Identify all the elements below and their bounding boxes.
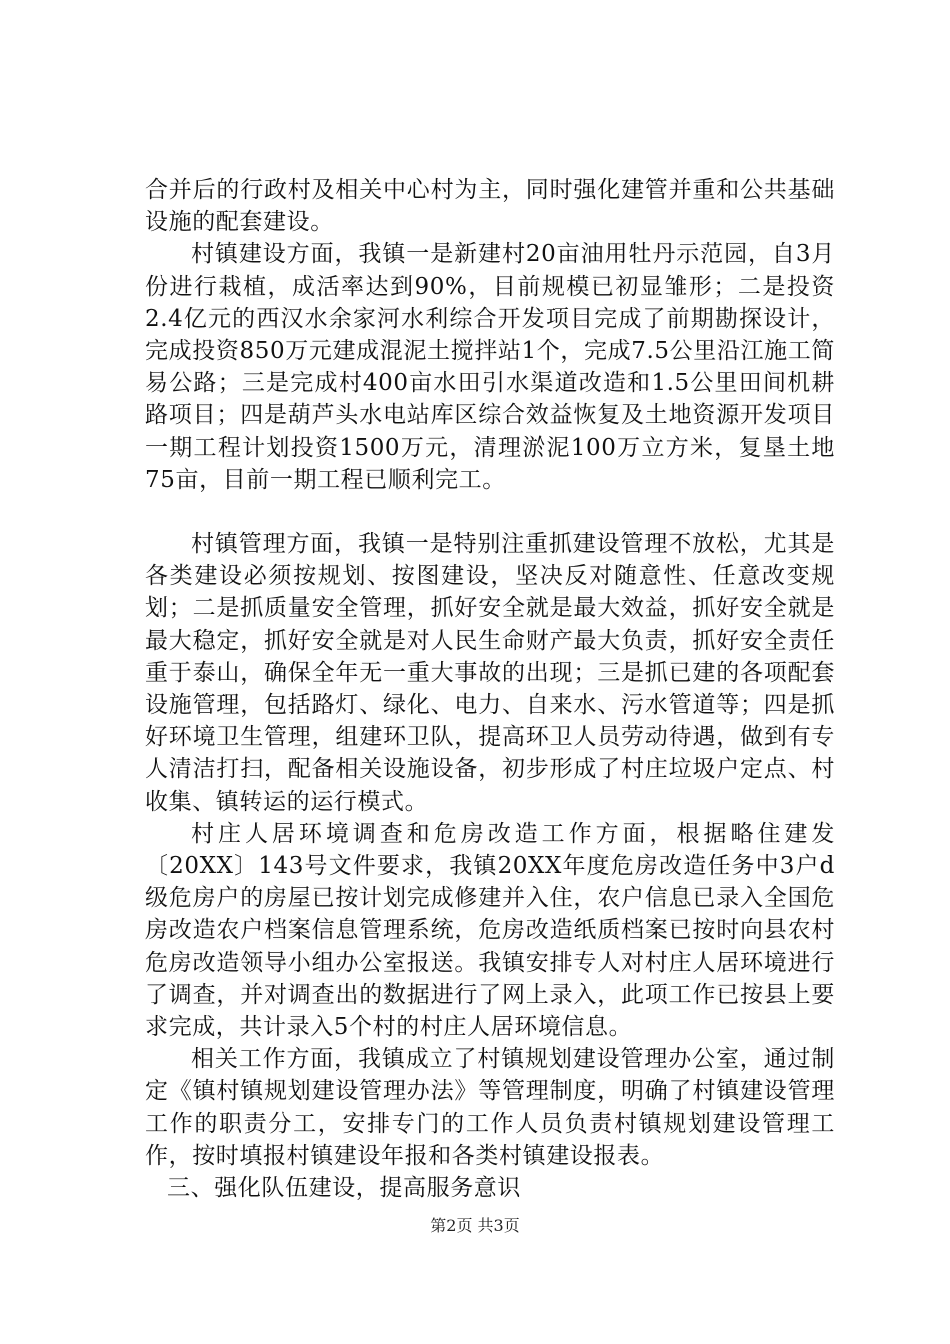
paragraph-village-management: 村镇管理方面，我镇一是特别注重抓建设管理不放松，尤其是各类建设必须按规划、按图建设，坚决反对随意性、任意改变规划；二是抓质量安全管理，抓好安全就是最大效益，抓好安全就是最大稳定，抓好安全就是对人民生命财产最大负责，抓好安全责任重于泰山，确保全年无一重大事故的出现；三是抓已建的各项配套设施管理，包括路灯、绿化、电力、自来水、污水管道等；四是抓好环境卫生管理，组建环卫队，提高环卫人员劳动待遇，做到有专人清洁打扫，配备相关设施设备，初步形成了村庄垃圾户定点、村收集、镇转运的运行模式。 bbox=[145, 531, 835, 815]
paragraph-housing-survey: 村庄人居环境调查和危房改造工作方面，根据略住建发〔20XX〕143号文件要求，我镇20XX年度危房改造任务中3户d级危房户的房屋已按计划完成修建并入住，农户信息已录入全国危房改造农户档案信息管理系统，危房改造纸质档案已按时向县农村危房改造领导小组办公室报送。我镇安排专人对村庄人居环境进行了调查，并对调查出的数据进行了网上录入，此项工作已按县上要求完成，共计录入5个村的村庄人居环境信息。 bbox=[145, 820, 835, 1041]
paragraph-continuation: 合并后的行政村及相关中心村为主，同时强化建管并重和公共基础设施的配套建设。 bbox=[145, 177, 835, 236]
paragraph-related-work: 相关工作方面，我镇成立了村镇规划建设管理办公室，通过制定《镇村镇规划建设管理办法》等管理制度，明确了村镇建设管理工作的职责分工，安排专门的工作人员负责村镇规划建设管理工作，按时填报村镇建设年报和各类村镇建设报表。 bbox=[145, 1046, 835, 1169]
paragraph-village-construction: 村镇建设方面，我镇一是新建村20亩油用牡丹示范园，自3月份进行栽植，成活率达到90%，目前规模已初显雏形；二是投资2.4亿元的西汉水余家河水利综合开发项目完成了前期勘探设计，完成投资850万元建成混泥土搅拌站1个，完成7.5公里沿江施工简易公路；三是完成村400亩水田引水渠道改造和1.5公里田间机耕路项目；四是葫芦头水电站库区综合效益恢复及土地资源开发项目一期工程计划投资1500万元，清理淤泥100万立方米，复垦土地75亩，目前一期工程已顺利完工。 bbox=[145, 241, 835, 493]
page-number-footer: 第2页 共3页 bbox=[430, 1216, 520, 1235]
paragraph-gap bbox=[145, 496, 835, 528]
section-heading: 三、强化队伍建设，提高服务意识 bbox=[167, 1175, 521, 1202]
document-body bbox=[145, 174, 835, 1204]
